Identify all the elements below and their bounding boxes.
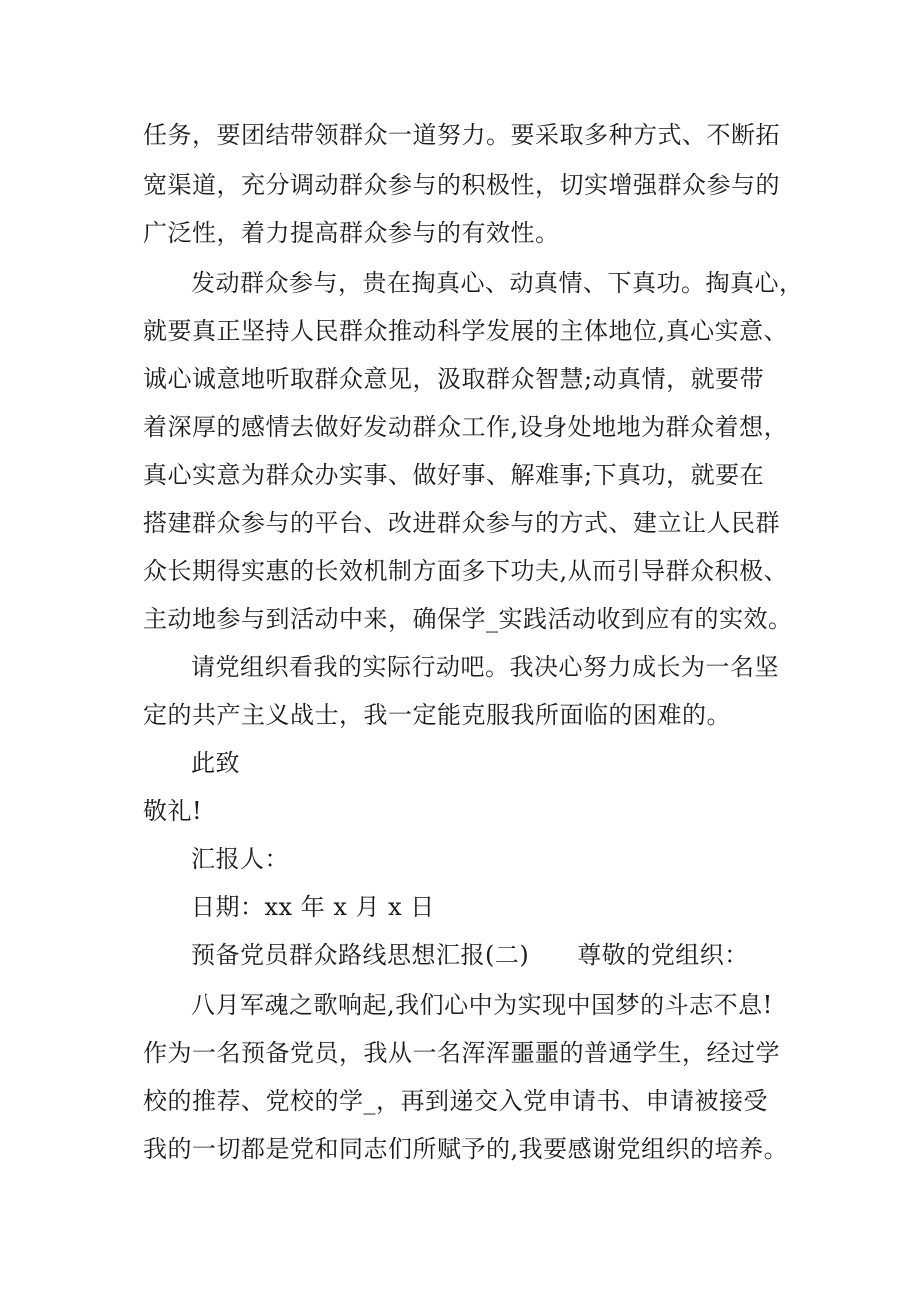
paragraph-start-line: 八月军魂之歌响起,我们心中为实现中国梦的斗志不息! <box>191 991 773 1019</box>
text-line: 真心实意为群众办实事、做好事、解难事;下真功，就要在 <box>143 461 765 489</box>
text-line: 搭建群众参与的平台、改进群众参与的方式、建立让人民群 <box>143 509 780 537</box>
text-line: 任务，要团结带领群众一道努力。要采取多种方式、不断拓 <box>143 121 780 149</box>
text-line: 我的一切都是党和同志们所赋予的,我要感谢党组织的培养。 <box>143 1135 789 1163</box>
text-line: 作为一名预备党员，我从一名浑浑噩噩的普通学生，经过学 <box>143 1039 780 1067</box>
closing-respect: 敬礼! <box>143 797 203 825</box>
text-line: 诚心诚意地听取群众意见，汲取群众智慧;动真情，就要带 <box>143 365 765 393</box>
text-line: 宽渠道，充分调动群众参与的积极性，切实增强群众参与的 <box>143 171 780 199</box>
section-title: 预备党员群众路线思想汇报(二) <box>191 941 530 969</box>
salutation: 尊敬的党组织： <box>577 941 749 969</box>
text-line: 定的共产主义战士，我一定能克服我所面临的困难的。 <box>143 701 731 729</box>
text-line: 校的推荐、党校的学_，再到递交入党申请书、申请被接受 <box>143 1087 768 1115</box>
closing-salutation: 此致 <box>191 749 240 777</box>
text-line: 广泛性，着力提高群众参与的有效性。 <box>143 219 560 247</box>
paragraph-start-line: 请党组织看我的实际行动吧。我决心努力成长为一名坚 <box>191 653 779 681</box>
text-line: 众长期得实惠的长效机制方面多下功夫,从而引导群众积极、 <box>143 557 789 585</box>
date-line: 日期：xx 年 x 月 x 日 <box>191 893 435 921</box>
text-line: 主动地参与到活动中来，确保学_实践活动收到应有的实效。 <box>143 605 793 633</box>
text-line: 着深厚的感情去做好发动群众工作,设身处地地为群众着想， <box>143 413 789 441</box>
reporter-label: 汇报人： <box>191 845 289 873</box>
paragraph-start-line: 发动群众参与，贵在掏真心、动真情、下真功。掏真心， <box>191 269 804 297</box>
section-heading-line <box>191 940 749 970</box>
text-line: 就要真正坚持人民群众推动科学发展的主体地位,真心实意、 <box>143 317 789 345</box>
